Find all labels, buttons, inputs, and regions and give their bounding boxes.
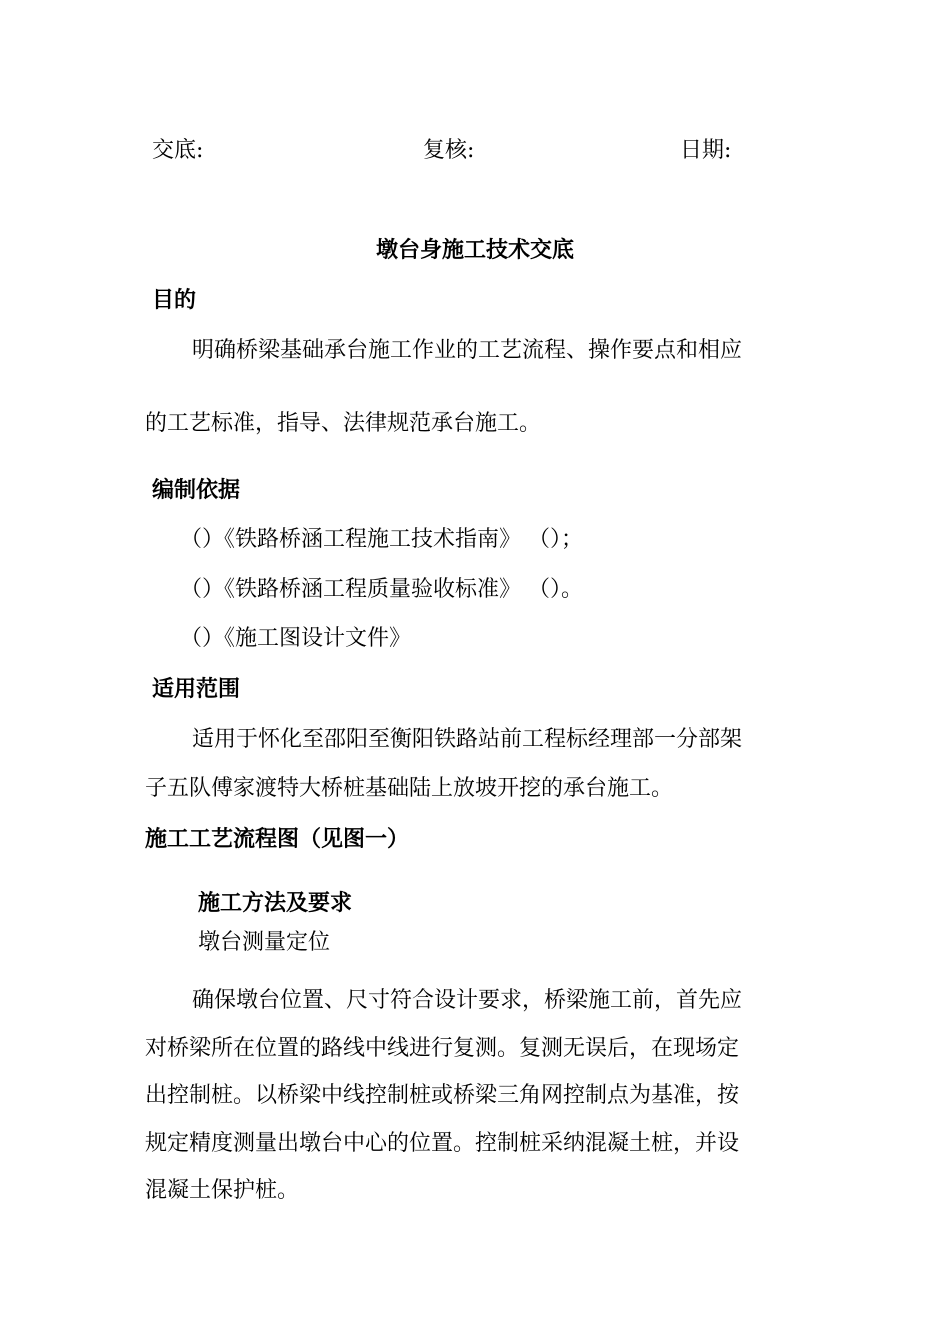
sign-off-label: 交底: <box>152 138 204 163</box>
section-heading-scope: 适用范围 <box>152 676 241 702</box>
date-label: 日期: <box>680 138 732 163</box>
section-heading-basis: 编制依据 <box>152 477 241 503</box>
section-heading-flow: 施工工艺流程图（见图一） <box>145 826 410 852</box>
method-line: 规定精度测量出墩台中心的位置。控制桩采纳混凝土桩，并设 <box>145 1131 740 1156</box>
subheading-survey: 墩台测量定位 <box>198 930 331 955</box>
section-heading-method: 施工方法及要求 <box>198 890 353 916</box>
reference-item: （）《铁路桥涵工程质量验收标准》 （）。 <box>180 577 583 602</box>
purpose-line: 明确桥梁基础承台施工作业的工艺流程、操作要点和相应 <box>192 338 743 363</box>
reference-item: （）《施工图设计文件》 <box>180 626 412 651</box>
document-title: 墩台身施工技术交底 <box>375 237 574 263</box>
purpose-line: 的工艺标准，指导、法律规范承台施工。 <box>145 411 542 436</box>
section-heading-purpose: 目的 <box>152 287 197 313</box>
scope-line: 适用于怀化至邵阳至衡阳铁路站前工程标经理部一分部架 <box>192 727 743 752</box>
method-line: 对桥梁所在位置的路线中线进行复测。复测无误后，在现场定 <box>145 1036 740 1061</box>
review-label: 复核: <box>423 138 475 163</box>
method-line: 出控制桩。以桥梁中线控制桩或桥梁三角网控制点为基准，按 <box>145 1083 740 1108</box>
reference-item: （）《铁路桥涵工程施工技术指南》 （）； <box>180 527 583 552</box>
method-line: 确保墩台位置、尺寸符合设计要求，桥梁施工前，首先应 <box>192 988 743 1013</box>
method-line: 混凝土保护桩。 <box>145 1178 300 1203</box>
scope-line: 子五队傅家渡特大桥桩基础陆上放坡开挖的承台施工。 <box>145 776 674 801</box>
